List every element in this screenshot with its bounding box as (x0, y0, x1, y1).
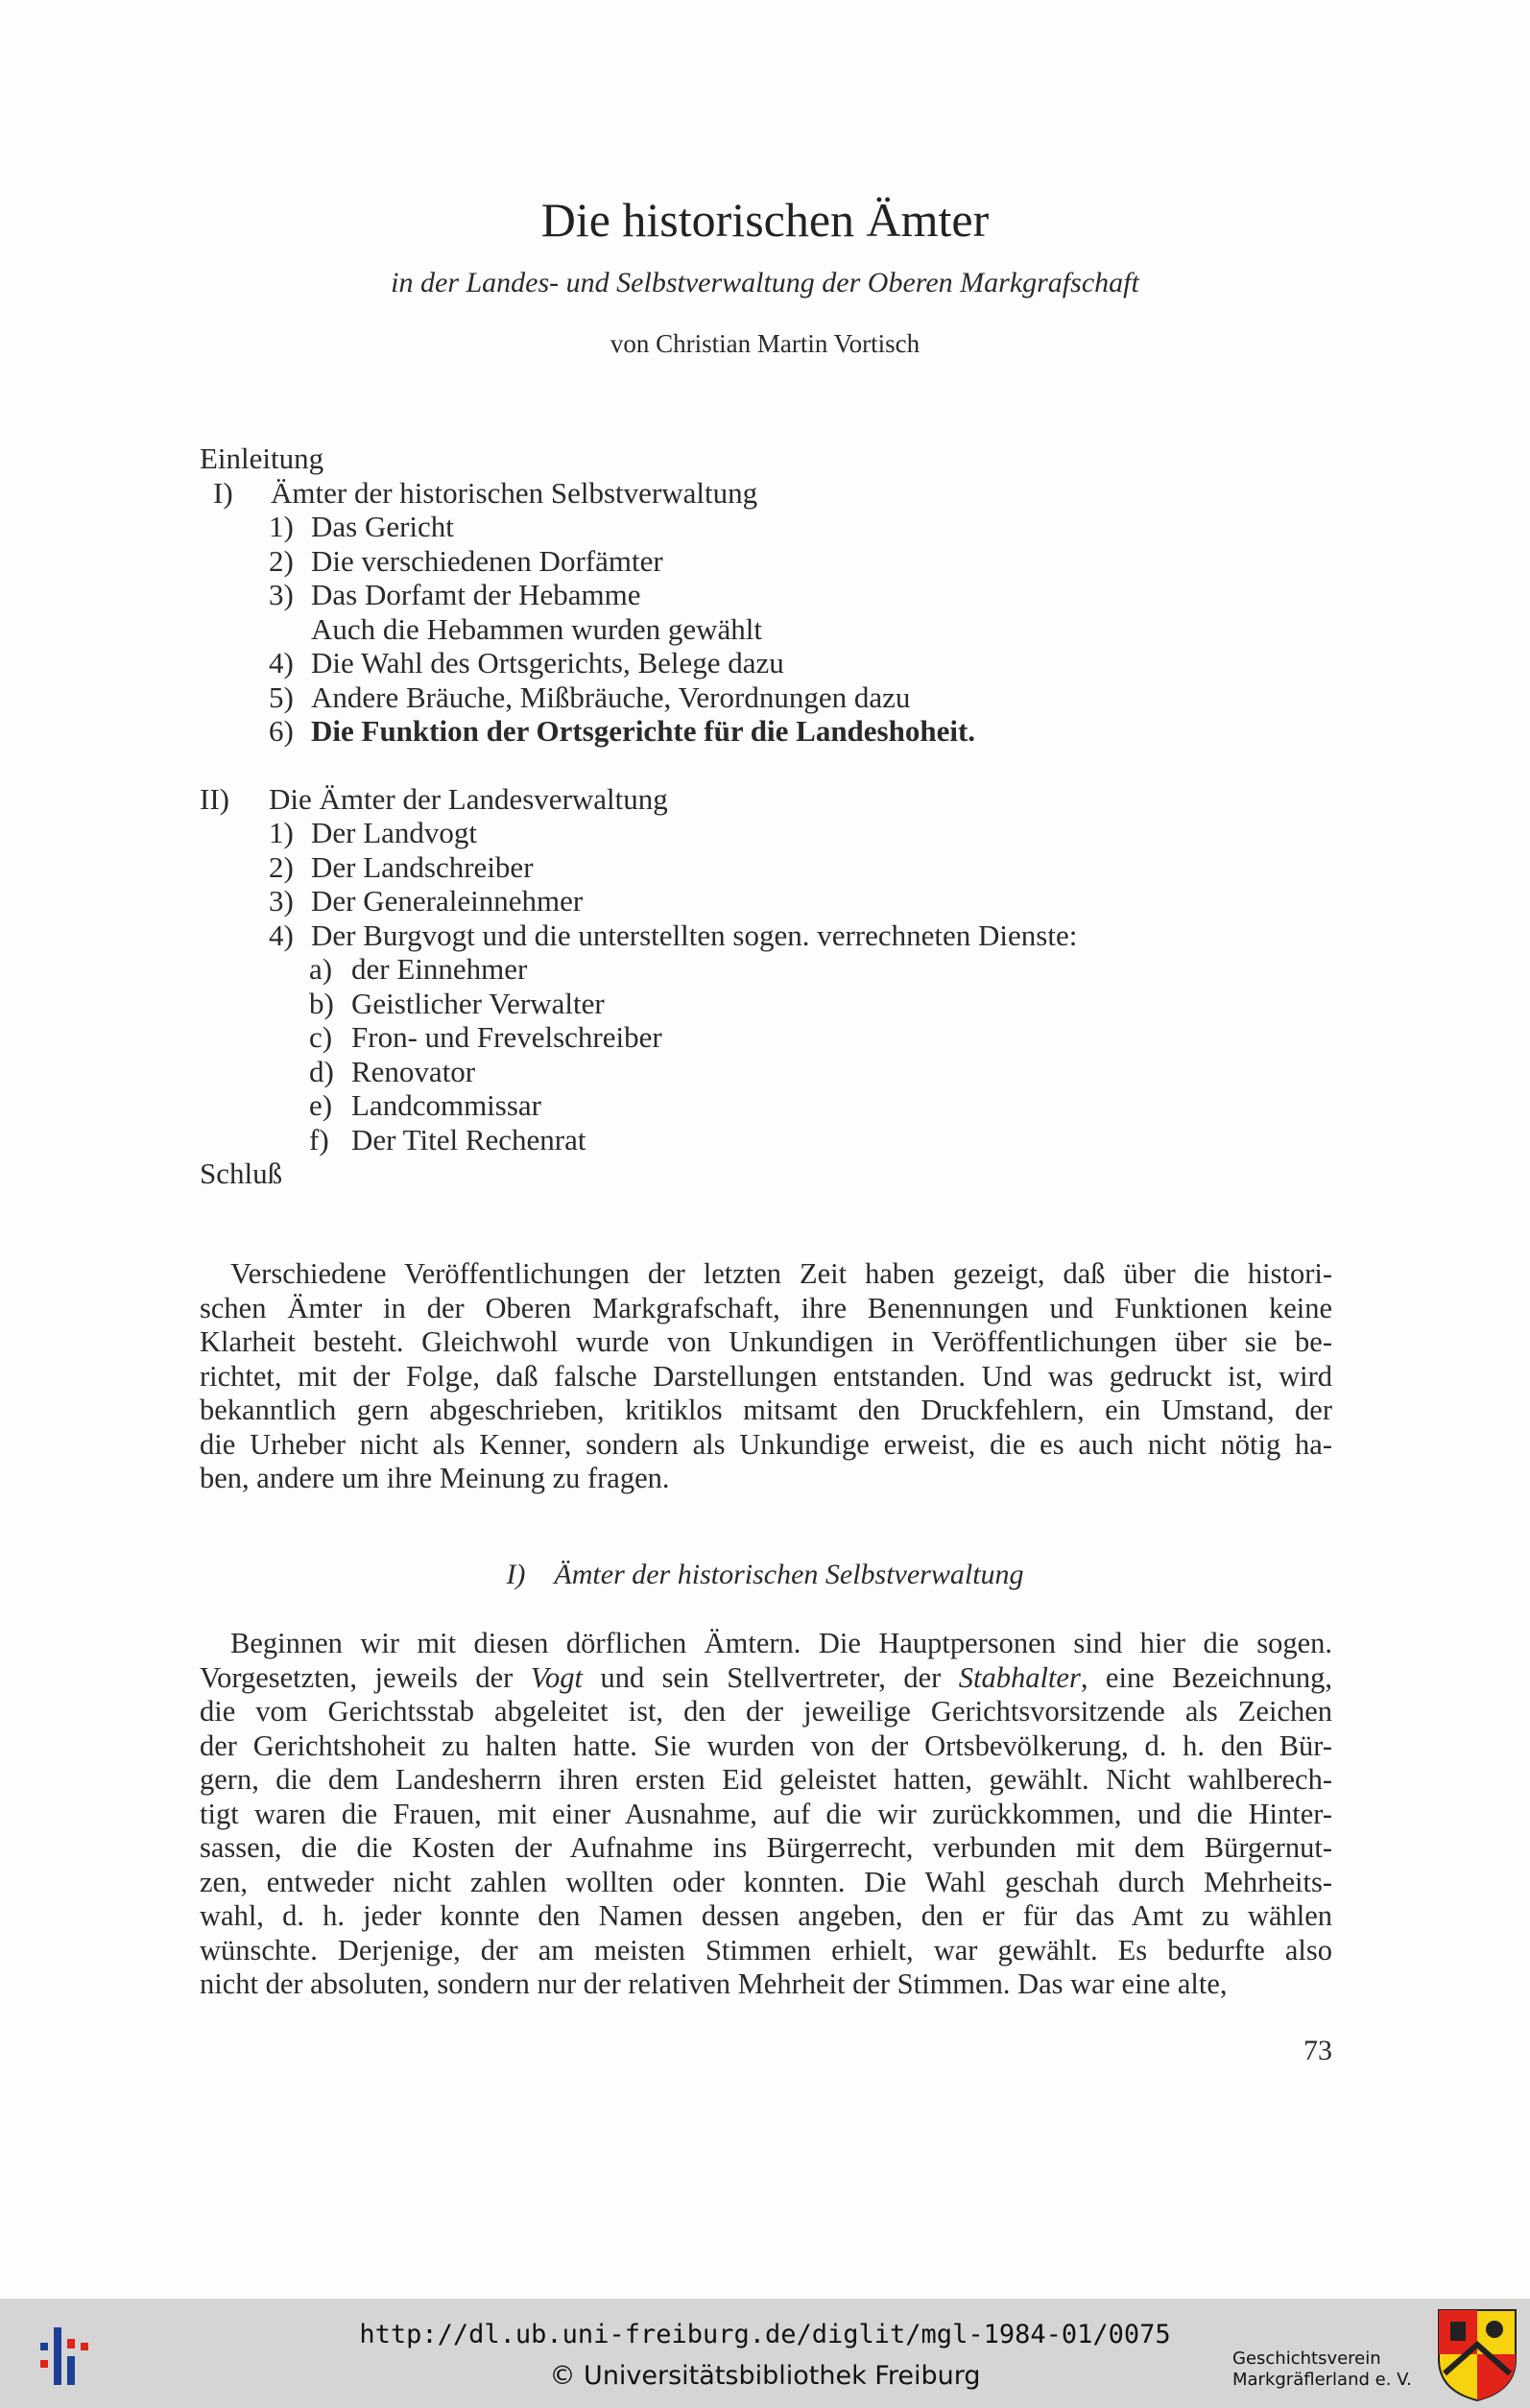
toc-item-label: Geistlicher Verwalter (351, 986, 605, 1020)
toc-item (200, 680, 1351, 715)
toc-item-number: 3) (269, 884, 294, 918)
toc-subitem (200, 1088, 1351, 1123)
toc-item-label: Der Landvogt (311, 816, 478, 849)
toc-item (200, 578, 1351, 612)
toc-item (200, 884, 1351, 918)
toc-item-label: Das Dorfamt der Hebamme (311, 578, 641, 611)
text-line: ben, andere um ihre Meinung zu fragen. (200, 1462, 670, 1494)
toc-item-label: Renovator (351, 1054, 476, 1088)
toc-item-label: Der Titel Rechenrat (351, 1122, 586, 1156)
intro-paragraph (200, 1257, 1332, 1496)
footer-url[interactable]: http://dl.ub.uni-freiburg.de/diglit/mgl-1984-01/0075 (359, 2320, 1171, 2349)
toc-subitem (200, 1055, 1351, 1089)
coat-of-arms-icon (1435, 2306, 1519, 2402)
toc-item-label: Das Gericht (311, 510, 454, 543)
toc-item (200, 714, 1351, 749)
toc-item-label: Der Burgvogt und die unterstellten sogen. verrechneten Dienste: (311, 918, 1078, 952)
toc-item-label: Andere Bräuche, Mißbräuche, Verordnungen dazu (311, 679, 911, 714)
text-line: richtet, mit der Folge, daß falsche Darstellungen entstanden. Und was gedruckt ist, wird (200, 1359, 1332, 1393)
toc-item-number: 5) (269, 679, 294, 714)
page-title: Die historischen Ämter (540, 193, 990, 247)
toc-item-number: 1) (269, 510, 294, 543)
text-line: schen Ämter in der Oberen Markgrafschaft, ihre Benennungen und Funktionen keine (200, 1291, 1332, 1324)
text-line: sassen, die die Kosten der Aufnahme ins Bürgerrecht, verbunden mit dem Bürgernut- (200, 1831, 1332, 1864)
org-line-2: Markgräflerland e. V. (1232, 2370, 1412, 2390)
author-line: von Christian Martin Vortisch (610, 329, 920, 358)
text-line: wahl, d. h. jeder konnte den Namen dessen angeben, den er für das Amt zu wählen (200, 1899, 1332, 1932)
text-line: bekanntlich gern abgeschrieben, kritiklos mitsamt den Druckfehlern, ein Umstand, der (200, 1394, 1332, 1426)
toc-item-number: b) (309, 986, 334, 1020)
text-line: Klarheit besteht. Gleichwohl wurde von Unkundigen in Veröffentlichungen über sie be- (200, 1325, 1332, 1358)
toc-item (200, 646, 1351, 680)
toc-intro: Einleitung (200, 441, 324, 475)
text-line: die vom Gerichtsstab abgeleitet ist, den der jeweilige Gerichtsvorsitzende als Zeichen (200, 1695, 1332, 1728)
toc-item-number: a) (309, 952, 333, 986)
text-line: tigt waren die Frauen, mit einer Ausnahme, auf die wir zurückkommen, und die Hinter- (200, 1797, 1332, 1830)
toc-part-2: II) Die Ämter der Landesverwaltung (200, 781, 668, 816)
footer-organization (1232, 2348, 1424, 2391)
toc-item-number: 3) (269, 578, 294, 611)
toc-subitem (200, 1020, 1351, 1055)
text-line: gern, die dem Landesherrn ihren ersten Eid geleistet hatten, gewählt. Nicht wahlberech- (200, 1763, 1332, 1796)
toc-item-label: der Einnehmer (351, 952, 528, 986)
org-line-1: Geschichtsverein (1232, 2348, 1381, 2369)
toc-item-number: 4) (269, 646, 294, 679)
table-of-contents (200, 441, 1351, 1191)
toc-item-number: c) (309, 1020, 333, 1054)
toc-item (200, 544, 1351, 579)
toc-item-label: Landcommissar (351, 1088, 542, 1122)
toc-item-label: Die verschiedenen Dorfämter (311, 543, 663, 578)
page-subtitle: in der Landes- und Selbstverwaltung der Oberen Markgrafschaft (391, 267, 1139, 298)
toc-item-number: d) (309, 1054, 334, 1088)
toc-item-number: 2) (269, 543, 294, 578)
text-line: wünschte. Derjenige, der am meisten Stimmen erhielt, war gewählt. Es bedurfte also (200, 1933, 1332, 1967)
toc-item-label: Die Wahl des Ortsgerichts, Belege dazu (311, 646, 784, 679)
toc-item-label: Der Landschreiber (311, 849, 534, 884)
toc-item-number: f) (309, 1122, 329, 1156)
text-line: Beginnen wir mit diesen dörflichen Ämtern. Die Hauptpersonen sind hier die sogen. (230, 1627, 1332, 1659)
text-line: Vorgesetzten, jeweils der Vogt und sein Stellvertreter, der Stabhalter, eine Bezeichnung, (200, 1660, 1332, 1694)
toc-subitem (200, 987, 1351, 1021)
toc-outro: Schluß (200, 1156, 283, 1190)
toc-item-number: 4) (269, 918, 294, 952)
section-1-paragraph (200, 1627, 1332, 2002)
toc-item (200, 850, 1351, 885)
section-heading-number: I) (506, 1559, 526, 1590)
toc-item-label: Auch die Hebammen wurden gewählt (311, 611, 763, 646)
toc-item (200, 510, 1351, 544)
toc-part-1: I) Ämter der historischen Selbstverwaltung (213, 475, 758, 510)
toc-item-label: Fron- und Frevelschreiber (351, 1020, 662, 1054)
text-line: der Gerichtshoheit zu halten hatte. Sie wurden von der Ortsbevölkerung, d. h. den Bür- (200, 1729, 1332, 1762)
toc-subitem (200, 952, 1351, 987)
toc-item-number: e) (309, 1088, 333, 1122)
toc-item-number: 6) (269, 714, 294, 748)
section-heading-1 (0, 1559, 1530, 1591)
footer-bar (0, 2299, 1530, 2408)
toc-item-label: Die Funktion der Ortsgerichte für die Landeshoheit. (311, 714, 976, 748)
text-line: zen, entweder nicht zahlen wollten oder konnten. Die Wahl geschah durch Mehrheits- (200, 1865, 1332, 1898)
toc-item (200, 918, 1351, 953)
footer-copyright: © Universitätsbibliothek Freiburg (549, 2361, 981, 2391)
section-heading-label: Ämter der historischen Selbstverwaltung (554, 1559, 1024, 1590)
text-line: Verschiedene Veröffentlichungen der letzten Zeit haben gezeigt, daß über die histori- (230, 1257, 1332, 1290)
toc-item-label: Der Generaleinnehmer (311, 884, 584, 918)
toc-item-number: 2) (269, 849, 294, 884)
text-line: nicht der absoluten, sondern nur der relativen Mehrheit der Stimmen. Das war eine alte, (200, 1967, 1228, 2000)
toc-item-number: 1) (269, 816, 294, 849)
toc-subitem (200, 1123, 1351, 1157)
text-line: die Urheber nicht als Kenner, sondern als Unkundige erweist, die es auch nicht nötig ha- (200, 1427, 1332, 1461)
toc-item (200, 612, 1351, 647)
toc-item (200, 816, 1351, 850)
page-number: 73 (1303, 2035, 1332, 2066)
